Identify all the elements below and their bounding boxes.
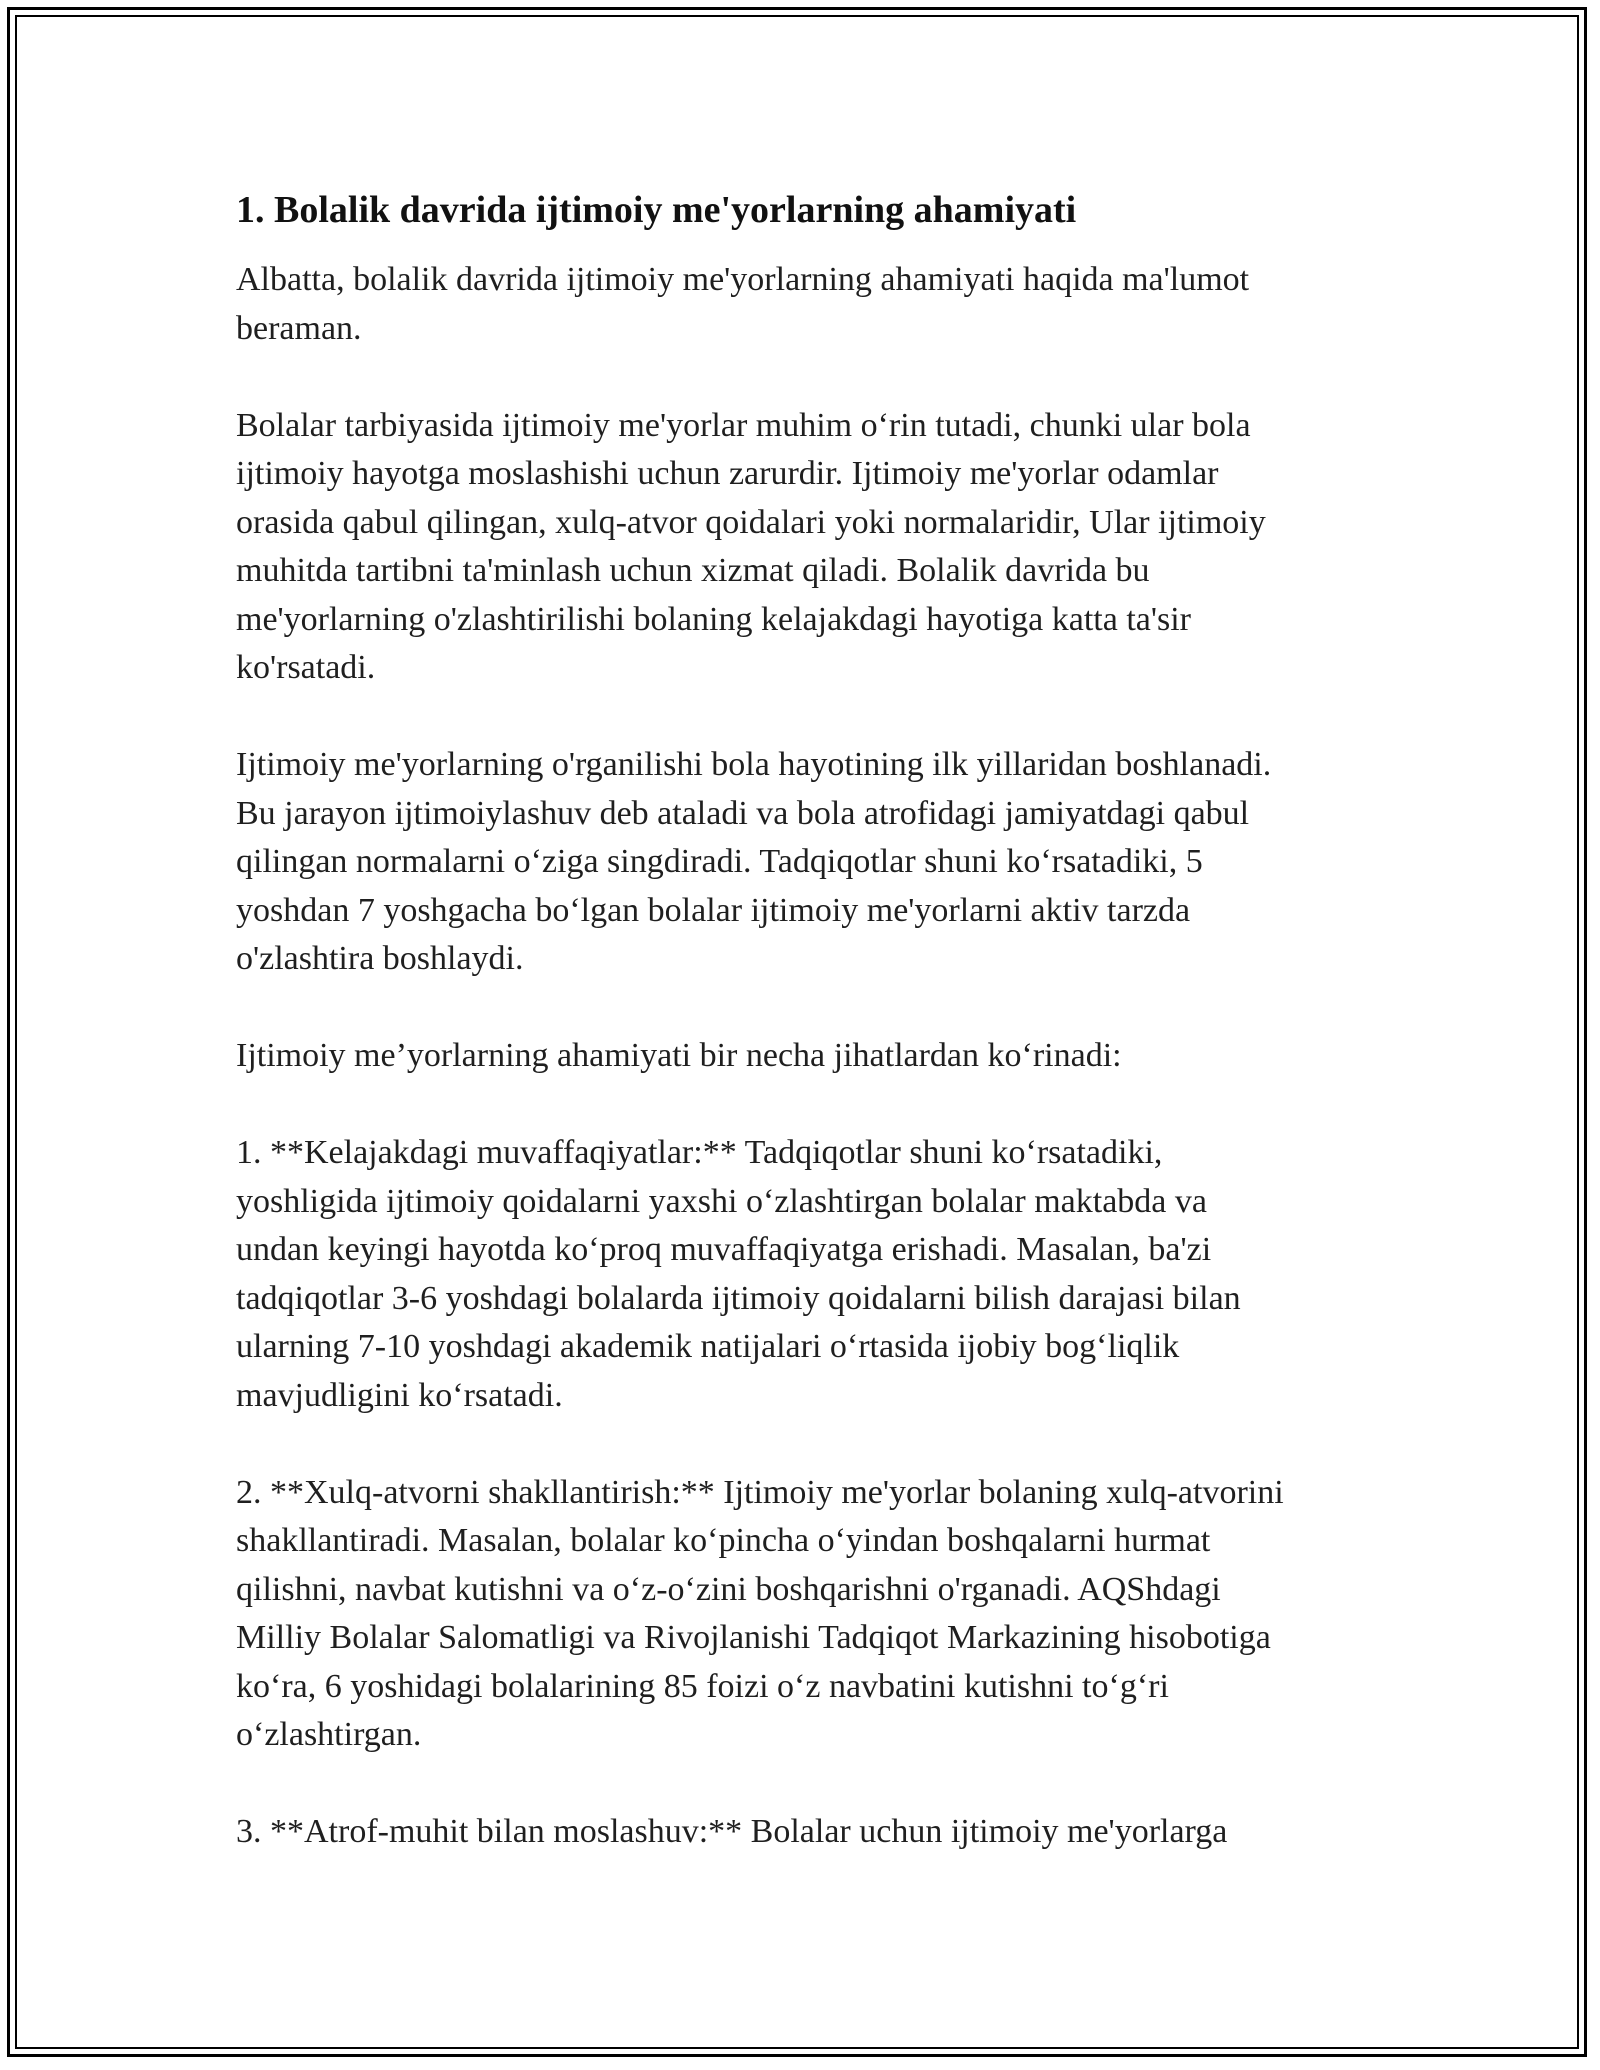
paragraph-line: ijtimoiy hayotga moslashishi uchun zarurdir. Ijtimoiy me'yorlar odamlar bbox=[236, 455, 1219, 492]
paragraph-aspects-intro bbox=[236, 1032, 1376, 1081]
paragraph-line: Ijtimoiy me’yorlarning ahamiyati bir necha jihatlardan ko‘rinadi: bbox=[236, 1037, 1122, 1074]
paragraph-line: o‘zlashtirgan. bbox=[236, 1716, 422, 1753]
paragraph-line: qilingan normalarni o‘ziga singdiradi. Tadqiqotlar shuni ko‘rsatadiki, 5 bbox=[236, 843, 1203, 880]
paragraph-intro bbox=[236, 256, 1376, 353]
paragraph-line: 2. **Xulq-atvorni shakllantirish:** Ijtimoiy me'yorlar bolaning xulq-atvorini bbox=[236, 1473, 1284, 1511]
paragraph-line: ularning 7-10 yoshdagi akademik natijalari o‘rtasida ijobiy bog‘liqlik bbox=[236, 1328, 1180, 1365]
paragraph-line: ko'rsatadi. bbox=[236, 649, 376, 686]
paragraph-line: Milliy Bolalar Salomatligi va Rivojlanishi Tadqiqot Markazining hisobotiga bbox=[236, 1619, 1271, 1656]
paragraph-line: Albatta, bolalik davrida ijtimoiy me'yorlarning ahamiyati haqida ma'lumot bbox=[236, 261, 1250, 298]
document-heading: 1. Bolalik davrida ijtimoiy me'yorlarning ahamiyati bbox=[236, 189, 1077, 231]
paragraph-line: yoshligida ijtimoiy qoidalarni yaxshi o‘zlashtirgan bolalar maktabda va bbox=[236, 1182, 1207, 1220]
list-item-future-success bbox=[236, 1129, 1376, 1420]
paragraph-line: mavjudligini ko‘rsatadi. bbox=[236, 1376, 563, 1414]
paragraph-socialization bbox=[236, 741, 1376, 984]
paragraph-line: ko‘ra, 6 yoshidagi bolalarining 85 foizi o‘z navbatini kutishni to‘g‘ri bbox=[236, 1667, 1169, 1705]
document-body bbox=[236, 186, 1376, 1905]
paragraph-line: Bu jarayon ijtimoiylashuv deb ataladi va bola atrofidagi jamiyatdagi qabul bbox=[236, 794, 1250, 832]
paragraph-line: orasida qabul qilingan, xulq-atvor qoidalari yoki normalaridir, Ular ijtimoiy bbox=[236, 503, 1266, 541]
paragraph-line: undan keyingi hayotda ko‘proq muvaffaqiyatga erishadi. Masalan, ba'zi bbox=[236, 1231, 1212, 1268]
paragraph-line: qilishni, navbat kutishni va o‘z-o‘zini boshqarishni o'rganadi. AQShdagi bbox=[236, 1570, 1221, 1608]
paragraph-line: 1. **Kelajakdagi muvaffaqiyatlar:** Tadqiqotlar shuni ko‘rsatadiki, bbox=[236, 1134, 1163, 1171]
paragraph-line: Bolalar tarbiyasida ijtimoiy me'yorlar muhim o‘rin tutadi, chunki ular bola bbox=[236, 406, 1251, 444]
paragraph-line: o'zlashtira boshlaydi. bbox=[236, 940, 524, 977]
paragraph-line: yoshdan 7 yoshgacha bo‘lgan bolalar ijtimoiy me'yorlarni aktiv tarzda bbox=[236, 891, 1191, 929]
paragraph-line: me'yorlarning o'zlashtirilishi bolaning kelajakdagi hayotiga katta ta'sir bbox=[236, 600, 1192, 638]
paragraph-line: shakllantiradi. Masalan, bolalar ko‘pincha o‘yindan boshqalarni hurmat bbox=[236, 1522, 1211, 1559]
paragraph-line: tadqiqotlar 3-6 yoshdagi bolalarda ijtimoiy qoidalarni bilish darajasi bilan bbox=[236, 1279, 1241, 1317]
paragraph-upbringing bbox=[236, 402, 1376, 693]
list-item-behavior-shaping bbox=[236, 1469, 1376, 1760]
paragraph-line: muhitda tartibni ta'minlash uchun xizmat qiladi. Bolalik davrida bu bbox=[236, 552, 1150, 589]
paragraph-line: Ijtimoiy me'yorlarning o'rganilishi bola hayotining ilk yillaridan boshlanadi. bbox=[236, 746, 1272, 783]
paragraph-line: beraman. bbox=[236, 309, 362, 347]
paragraph-line: 3. **Atrof-muhit bilan moslashuv:** Bolalar uchun ijtimoiy me'yorlarga bbox=[236, 1813, 1228, 1850]
list-item-environment-adaptation bbox=[236, 1808, 1376, 1857]
